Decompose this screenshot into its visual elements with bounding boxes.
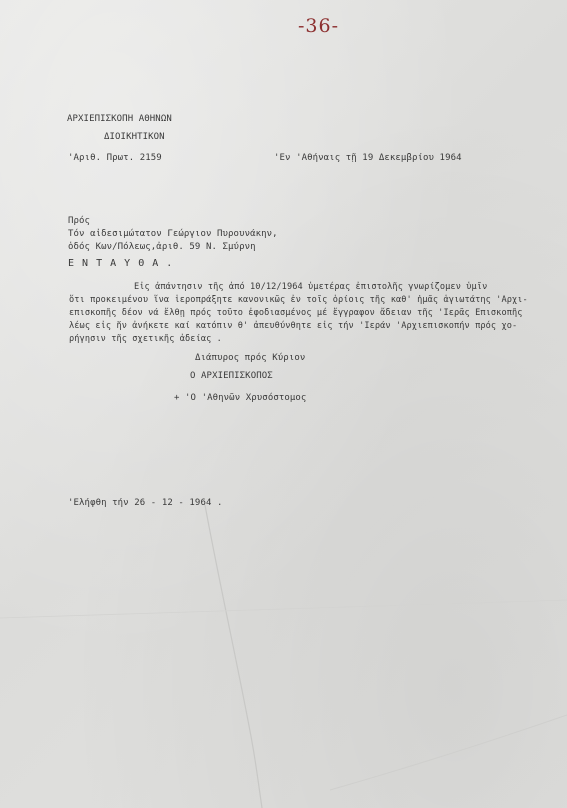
closing-line-1: Διάπυρος πρός Κύριον [195, 353, 306, 363]
reference-number: 'Αριθ. Πρωτ. 2159 [68, 153, 162, 163]
page-number: -36- [298, 15, 340, 37]
salutation: Ε Ν Τ Α Υ Θ Α . [68, 258, 174, 269]
body-line-5: ρήγησιν τῆς σχετικῆς ἀδείας . [69, 334, 222, 344]
body-line-1: Εἰς ἀπάντησιν τῆς ἀπό 10/12/1964 ὑμετέρας ἐπιστολῆς γνωρίζομεν ὑμῖν [134, 282, 488, 292]
body-line-4: λέως εἰς ἥν ἀνήκετε καί κατόπιν θ' ἀπευθύνθητε εἰς τήν 'Ιεράν 'Αρχιεπισκοπήν πρός χο- [69, 321, 518, 331]
addressee-line-1: Πρός [68, 216, 91, 226]
body-line-2: ὅτι προκειμένου ἵνα ἱεροπράξητε κανονικῶς ἐν τοῖς ὁρίοις τῆς καθ' ἡμᾶς ἁγιωτάτης 'Αρχι- [69, 295, 528, 305]
letterhead-line-1: ΑΡΧΙΕΠΙΣΚΟΠΗ ΑΘΗΝΩΝ [67, 114, 172, 124]
dispatch-note: 'Ελήφθη τήν 26 - 12 - 1964 . [68, 498, 223, 508]
body-line-3: επισκοπῆς δέον νά ἔλθῃ πρός τοῦτο ἐφοδιασμένος μέ ἔγγραφον ἄδειαν τῆς 'Ιερᾶς Επισκοπῆς [69, 308, 523, 318]
letterhead-line-2: ΔΙΟΙΚΗΤΙΚΟΝ [104, 132, 165, 142]
closing-signature: + 'Ο 'Αθηνῶν Χρυσόστομος [174, 393, 307, 403]
addressee-line-3: ὁδός Κων/Πόλεως,ἀριθ. 59 Ν. Σμύρνη [68, 242, 256, 252]
addressee-line-2: Τόν αἰδεσιμώτατον Γεώργιον Πυρουνάκην, [68, 229, 278, 239]
place-date: 'Εν 'Αθήναις τῇ 19 Δεκεμβρίου 1964 [274, 153, 462, 163]
closing-line-2: Ο ΑΡΧΙΕΠΙΣΚΟΠΟΣ [190, 371, 273, 381]
